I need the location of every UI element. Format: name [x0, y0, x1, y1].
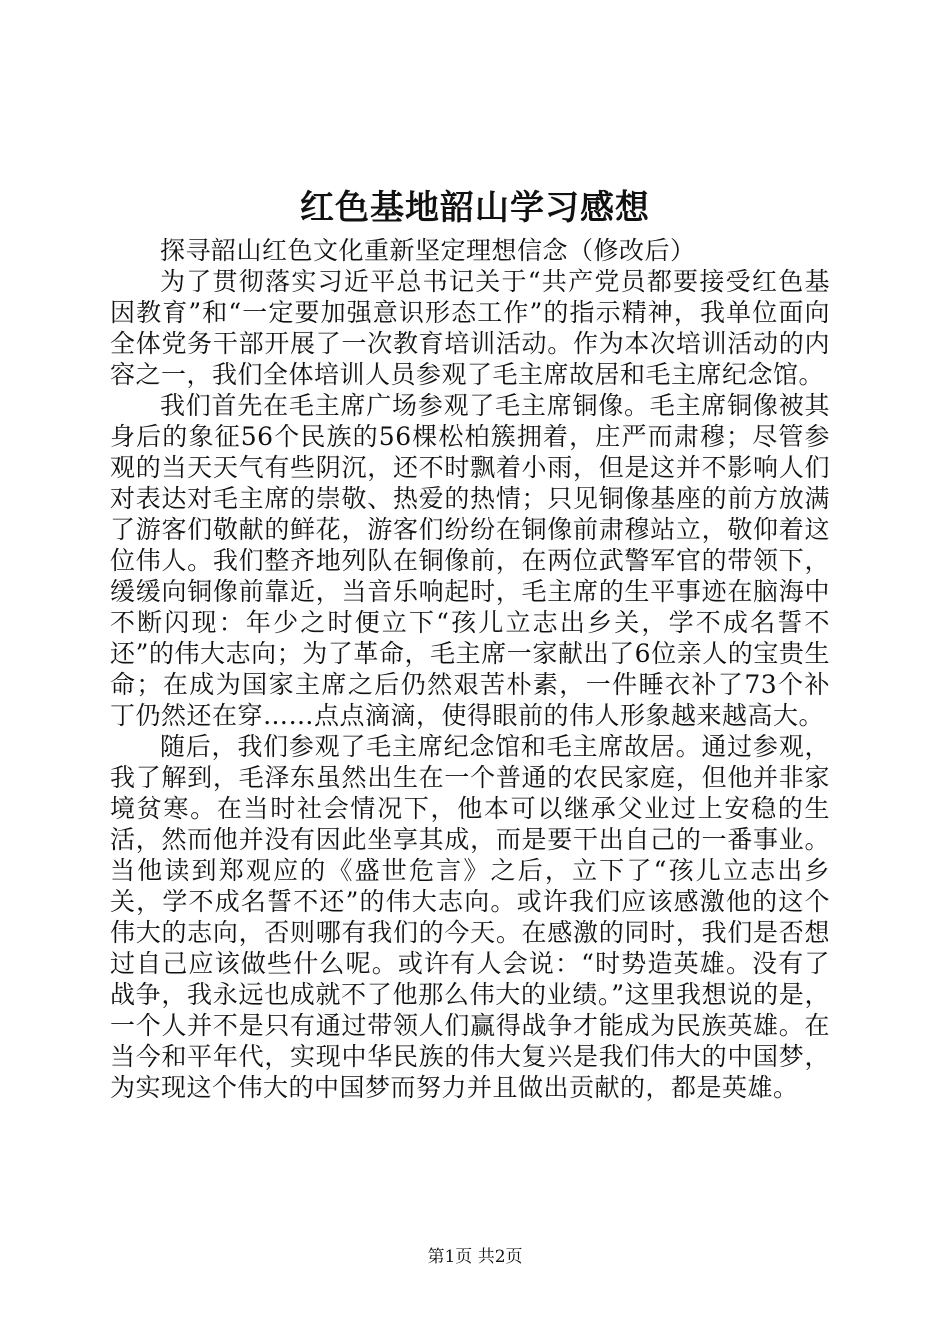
document-title: 红色基地韶山学习感想	[300, 188, 650, 228]
paragraph-3: 随后，我们参观了毛主席纪念馆和毛主席故居。通过参观，我了解到，毛泽东虽然出生在一个普通的农民家庭，但他并非家境贫寒。在当时社会情况下，他本可以继承父业过上安稳的生活，然而他并没有因此坐享其成，而是要干出自己的一番事业。当他读到郑观应的《盛世危言》之后，立下了“孩儿立志出乡关，学不成名誓不还”的伟大志向。或许我们应该感激他的这个伟大的志向，否则哪有我们的今天。在感激的同时，我们是否想过自己应该做些什么呢。或许有人会说：“时势造英雄。没有了战争，我永远也成就不了他那么伟大的业绩。”这里我想说的是，一个人并不是只有通过带领人们赢得战争才能成为民族英雄。在当今和平年代，实现中华民族的伟大复兴是我们伟大的中国梦，为实现这个伟大的中国梦而努力并且做出贡献的，都是英雄。	[110, 732, 830, 1102]
subtitle: 探寻韶山红色文化重新坚定理想信念（修改后）	[160, 236, 696, 265]
paragraph-2: 我们首先在毛主席广场参观了毛主席铜像。毛主席铜像被其身后的象征56个民族的56棵松柏簇拥着，庄严而肃穆；尽管参观的当天天气有些阴沉，还不时飘着小雨，但是这并不影响人们对表达对毛主席的崇敬、热爱的热情；只见铜像基座的前方放满了游客们敬献的鲜花，游客们纷纷在铜像前肃穆站立，敬仰着这位伟人。我们整齐地列队在铜像前，在两位武警军官的带领下，缓缓向铜像前靠近，当音乐响起时，毛主席的生平事迹在脑海中不断闪现：年少之时便立下“孩儿立志出乡关，学不成名誓不还”的伟大志向；为了革命，毛主席一家献出了6位亲人的宝贵生命；在成为国家主席之后仍然艰苦朴素，一件睡衣补了73个补丁仍然还在穿……点点滴滴，使得眼前的伟人形象越来越高大。	[110, 391, 830, 730]
paragraph-1: 为了贯彻落实习近平总书记关于“共产党员都要接受红色基因教育”和“一定要加强意识形态工作”的指示精神，我单位面向全体党务干部开展了一次教育培训活动。作为本次培训活动的内容之一，我们全体培训人员参观了毛主席故居和毛主席纪念馆。	[110, 267, 830, 389]
document-body	[110, 235, 830, 1103]
page-number-footer: 第1页 共2页	[427, 1247, 523, 1267]
